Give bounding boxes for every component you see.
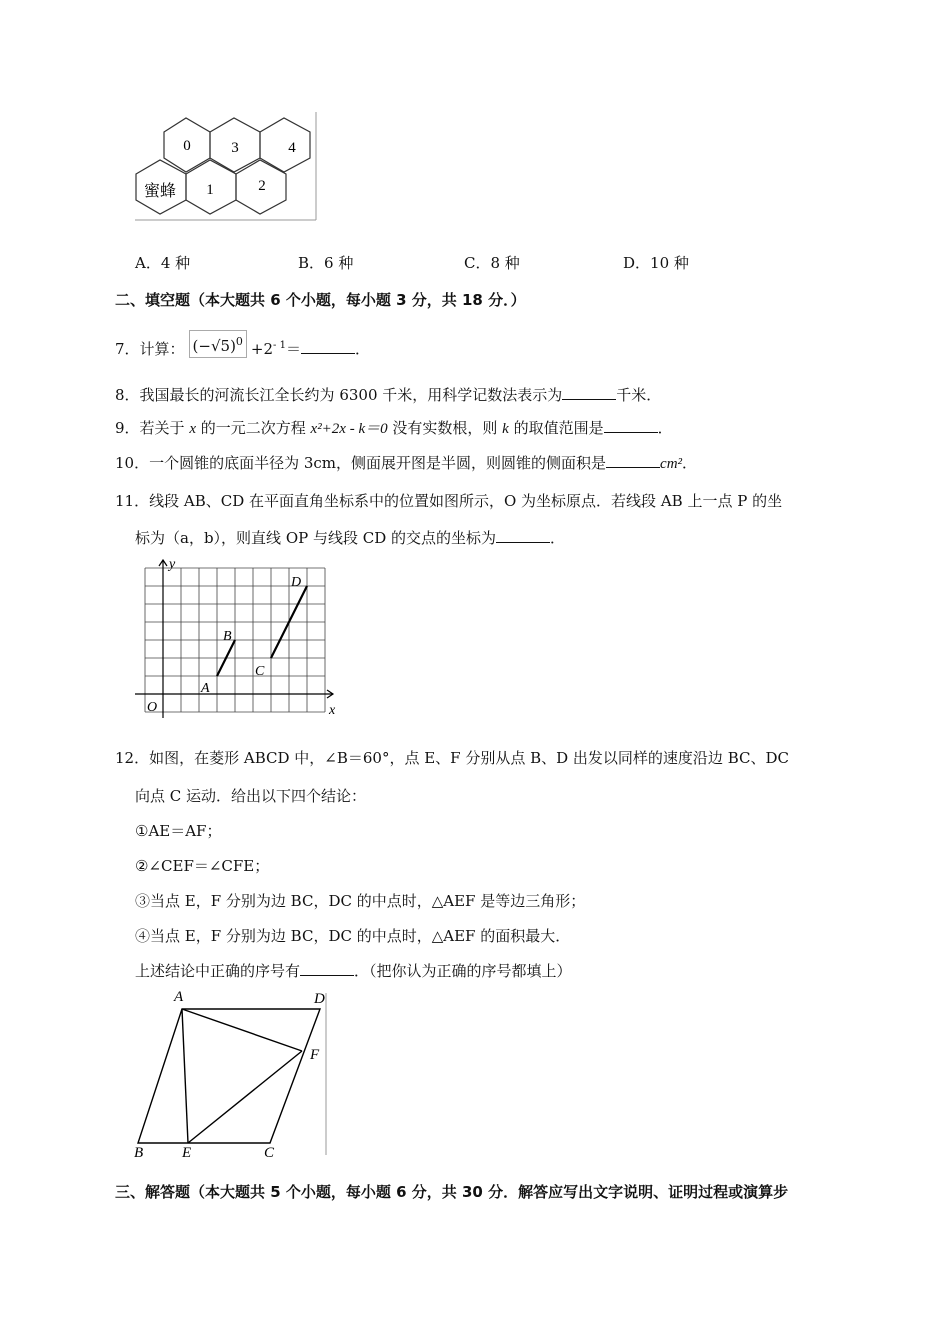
q8-blank xyxy=(562,385,616,400)
hex-label-bee: 蜜蜂 xyxy=(143,181,177,200)
grid-label-x: x xyxy=(329,703,336,718)
grid-label-o: O xyxy=(147,700,158,715)
q10-end: ． xyxy=(682,454,698,472)
hex-label-0: 0 xyxy=(183,138,191,154)
question-12-line2: 向点 C 运动．给出以下四个结论： xyxy=(135,787,367,805)
conclusion-2: ②∠CEF＝∠CFE； xyxy=(135,857,270,875)
q7-blank xyxy=(301,339,355,354)
q9-equation: x²+2x - k＝0 xyxy=(310,421,388,437)
q9-blank xyxy=(604,418,658,433)
grid-label-b: B xyxy=(223,629,232,644)
grid-label-a: A xyxy=(201,681,210,696)
q9-part3: 没有实数根，则 xyxy=(387,419,503,437)
conclusion-1: ①AE＝AF； xyxy=(135,822,222,840)
coordinate-grid-figure xyxy=(133,558,343,723)
hex-label-1: 1 xyxy=(206,182,214,198)
choice-d: D．10 种 xyxy=(623,254,689,272)
section-2-title: 二、填空题（本大题共 6 个小题，每小题 3 分，共 18 分．） xyxy=(115,291,526,309)
question-12-line1: 12．如图，在菱形 ABCD 中，∠B＝60°，点 E、F 分别从点 B、D 出发以同样的速度沿边 BC、DC xyxy=(115,749,789,767)
q8-end: 千米． xyxy=(616,386,662,404)
choice-b: B．6 种 xyxy=(298,254,354,272)
question-7 xyxy=(115,333,370,361)
q7-equals: ＝ xyxy=(285,340,301,358)
conclusion-4: ④当点 E，F 分别为边 BC，DC 的中点时，△AEF 的面积最大． xyxy=(135,927,571,945)
q10-blank xyxy=(606,453,660,468)
q9-var-x: x xyxy=(189,421,196,437)
q7-plus: +2 xyxy=(250,340,274,358)
rhombus-label-a: A xyxy=(174,989,184,1005)
rhombus-label-c: C xyxy=(264,1145,275,1160)
choice-a: A．4 种 xyxy=(135,254,191,272)
conclusion-3: ③当点 E，F 分别为边 BC，DC 的中点时，△AEF 是等边三角形； xyxy=(135,892,586,910)
q12-ask-text: 上述结论中正确的序号有 xyxy=(135,962,301,980)
hex-label-2: 2 xyxy=(258,178,266,194)
q12-ask-end: ．（把你认为正确的序号都填上） xyxy=(354,962,572,980)
q9-var-k: k xyxy=(502,421,509,437)
q7-expression: (−√5) xyxy=(192,337,236,355)
hexagon-figure xyxy=(130,110,320,222)
question-11-line1: 11．线段 AB、CD 在平面直角坐标系中的位置如图所示，O 为坐标原点．若线段 AB 上一点 P 的坐 xyxy=(115,492,783,510)
q7-exponent: - 1 xyxy=(273,340,286,351)
q9-part2: 的一元二次方程 xyxy=(195,419,311,437)
rhombus-label-b: B xyxy=(134,1145,144,1160)
grid-label-d: D xyxy=(291,575,302,590)
q7-end: ． xyxy=(354,340,370,358)
section-3-title: 三、解答题（本大题共 5 个小题，每小题 6 分，共 30 分．解答应写出文字说明、证明过程或演算步 xyxy=(115,1183,789,1201)
question-11-line2 xyxy=(135,527,565,549)
question-8 xyxy=(115,384,661,406)
q11-blank xyxy=(496,528,550,543)
question-9 xyxy=(115,417,673,440)
q12-blank xyxy=(300,961,354,976)
q7-exponent-zero: 0 xyxy=(235,335,243,348)
rhombus-figure xyxy=(130,985,330,1160)
hex-label-3: 3 xyxy=(231,140,239,156)
q8-text: 8．我国最长的河流长江全长约为 6300 千米，用科学记数法表示为 xyxy=(115,386,563,404)
rhombus-label-d: D xyxy=(314,991,325,1007)
q9-end: ． xyxy=(657,419,673,437)
q10-text: 10．一个圆锥的底面半径为 3cm，侧面展开图是半圆，则圆锥的侧面积是 xyxy=(115,454,607,472)
q10-unit: cm² xyxy=(660,456,683,472)
q11-end: ． xyxy=(550,529,566,547)
q11-line2-text: 标为（a，b），则直线 OP 与线段 CD 的交点的坐标为 xyxy=(135,529,497,547)
rhombus-label-f: F xyxy=(310,1047,320,1063)
q9-part1: 9．若关于 xyxy=(115,419,190,437)
rhombus-label-e: E xyxy=(182,1145,192,1160)
choice-c: C．8 种 xyxy=(464,254,520,272)
hex-label-4: 4 xyxy=(288,140,296,156)
q7-expression-box xyxy=(189,330,247,358)
grid-label-y: y xyxy=(169,558,176,572)
q7-prefix: 7．计算： xyxy=(115,340,185,358)
question-10 xyxy=(115,452,697,475)
q9-part4: 的取值范围是 xyxy=(508,419,604,437)
grid-label-c: C xyxy=(255,664,265,679)
question-12-ask xyxy=(135,960,572,982)
